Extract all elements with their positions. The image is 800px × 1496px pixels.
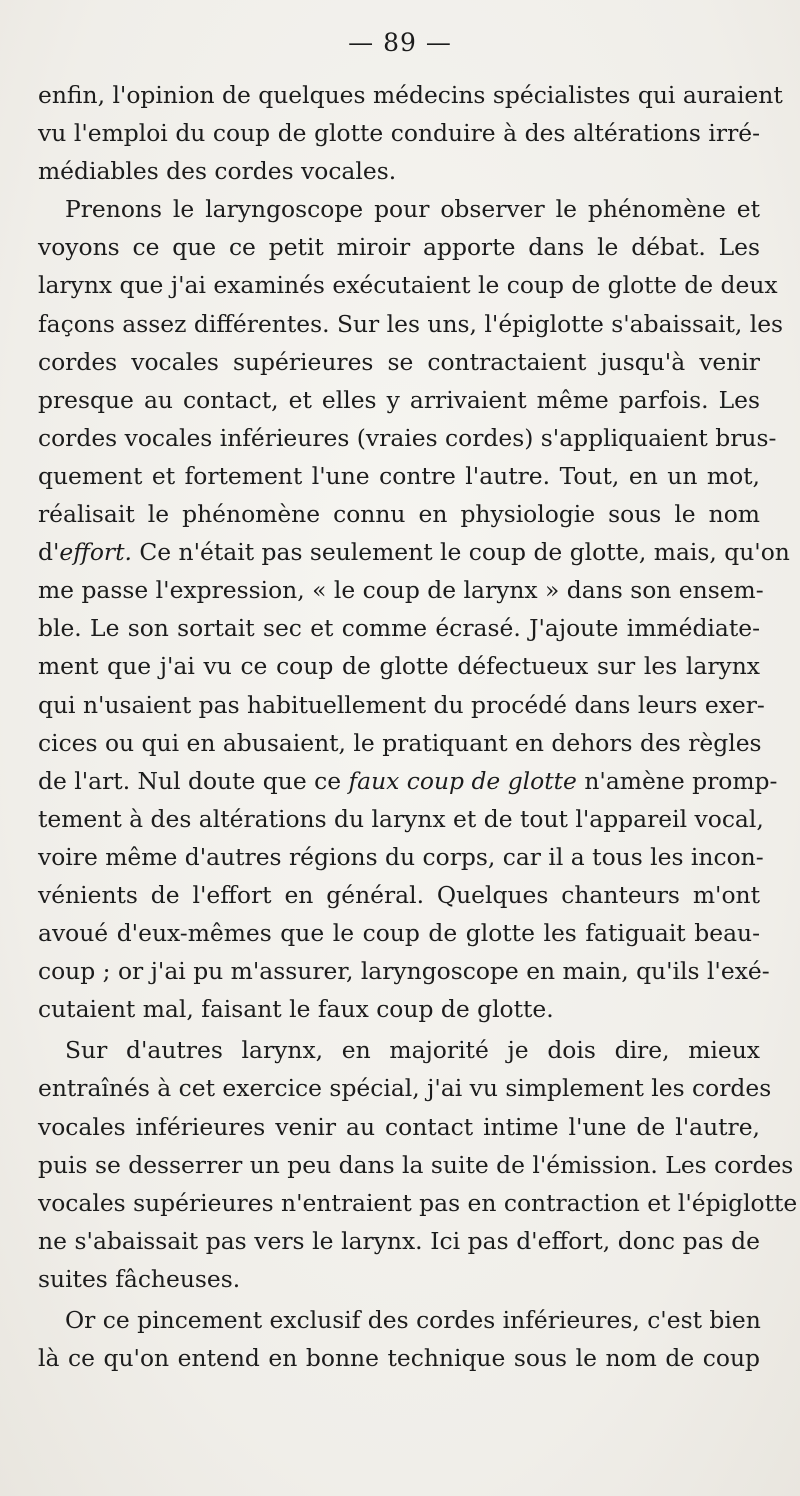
text-line: larynx que j'ai examinés exécutaient le coup de glotte de deux — [38, 271, 778, 300]
paragraph-1 — [38, 76, 783, 190]
text-line: médiables des cordes vocales. — [38, 157, 397, 186]
text-line: vocales supérieures n'entraient pas en contraction et l'épiglotte — [38, 1188, 798, 1217]
text-line: ment que j'ai vu ce coup de glotte défectueux sur les larynx — [38, 652, 760, 681]
text-line: quement et fortement l'une contre l'autre. Tout, en un mot, — [38, 461, 760, 490]
text-line: Sur d'autres larynx, en majorité je dois dire, mieux — [65, 1036, 760, 1065]
text-line: avoué d'eux-mêmes que le coup de glotte les fatiguait beau- — [38, 919, 760, 948]
text-line: voire même d'autres régions du corps, car il a tous les incon- — [38, 842, 764, 871]
text-line: me passe l'expression, « le coup de larynx » dans son ensem- — [38, 576, 764, 605]
text-line: cordes vocales inférieures (vraies cordes) s'appliquaient brus- — [38, 423, 777, 452]
text-line: vu l'emploi du coup de glotte conduire à des altérations irré- — [38, 119, 760, 148]
effort-prefix: d' — [38, 538, 60, 567]
effort-italic: effort. — [59, 538, 132, 567]
text-line: tement à des altérations du larynx et de tout l'appareil vocal, — [38, 804, 764, 833]
text-line-faux-coup — [38, 762, 778, 800]
text-line: cutaient mal, faisant le faux coup de glotte. — [38, 995, 554, 1024]
paragraph-3 — [38, 1031, 798, 1298]
page-number: — 89 — — [348, 28, 452, 57]
paragraph-2 — [38, 190, 790, 1028]
text-line: vocales inférieures venir au contact intime l'une de l'autre, — [38, 1112, 760, 1141]
text-line: suites fâcheuses. — [38, 1264, 241, 1293]
text-line: Or ce pincement exclusif des cordes inférieures, c'est bien — [65, 1306, 761, 1334]
text-line: ne s'abaissait pas vers le larynx. Ici pas d'effort, donc pas de — [38, 1226, 760, 1255]
paragraph-4 — [38, 1301, 760, 1377]
text-line: enfin, l'opinion de quelques médecins spécialistes qui auraient — [38, 81, 783, 109]
text-line: cices ou qui en abusaient, le pratiquant en dehors des règles — [38, 728, 762, 757]
text-line: ble. Le son sortait sec et comme écrasé. J'ajoute immédiate- — [38, 614, 760, 643]
text-line: presque au contact, et elles y arrivaient même parfois. Les — [38, 385, 760, 414]
text-line: puis se desserrer un peu dans la suite de l'émission. Les cordes — [38, 1150, 794, 1179]
faux-coup-italic: faux coup de glotte — [348, 766, 577, 795]
text-line: Prenons le laryngoscope pour observer le phénomène et — [65, 195, 760, 224]
text-line: là ce qu'on entend en bonne technique sous le nom de coup — [38, 1344, 760, 1373]
text-line: vénients de l'effort en général. Quelques chanteurs m'ont — [38, 880, 760, 909]
art-prefix: de l'art. Nul doute que ce — [38, 766, 342, 795]
text-line: entraînés à cet exercice spécial, j'ai vu simplement les cordes — [38, 1074, 772, 1103]
faux-coup-rest: n'amène promp- — [584, 766, 778, 795]
text-line: cordes vocales supérieures se contractaient jusqu'à venir — [38, 347, 760, 376]
effort-rest: Ce n'était pas seulement le coup de glotte, mais, qu'on — [139, 538, 790, 567]
text-line-effort — [38, 533, 790, 571]
text-line: coup ; or j'ai pu m'assurer, laryngoscope en main, qu'ils l'exé- — [38, 957, 770, 986]
text-line: qui n'usaient pas habituellement du procédé dans leurs exer- — [38, 690, 765, 719]
text-line: réalisait le phénomène connu en physiologie sous le nom — [38, 500, 760, 529]
text-line: façons assez différentes. Sur les uns, l'épiglotte s'abaissait, les — [38, 309, 784, 338]
text-line: voyons ce que ce petit miroir apporte dans le débat. Les — [38, 233, 760, 262]
body-text — [38, 76, 798, 1377]
